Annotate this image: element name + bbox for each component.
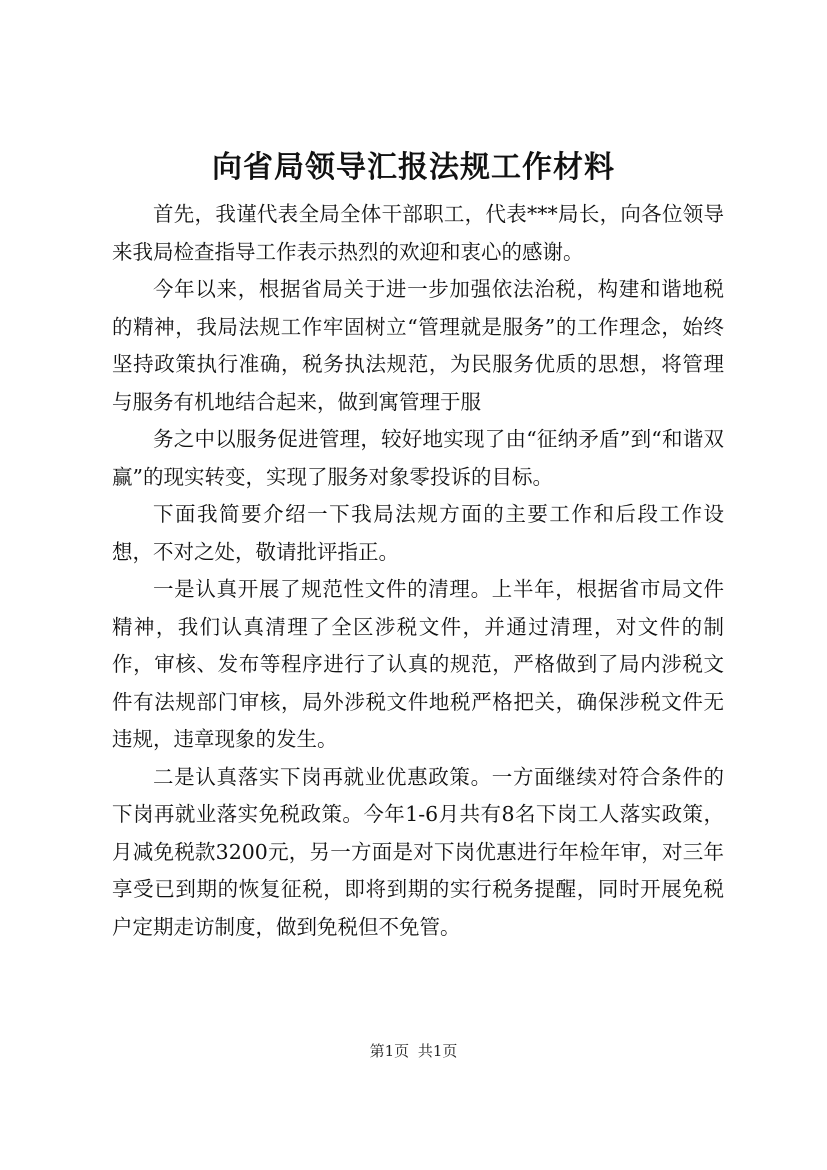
paragraph-reemployment-policy: 二是认真落实下岗再就业优惠政策。一方面继续对符合条件的下岗再就业落实免税政策。今年1-6月共有8名下岗工人落实政策，月减免税款3200元，另一方面是对下岗优惠进行年检年审，对三年享受已到期的恢复征税，即将到期的实行税务提醒，同时开展免税户定期走访制度，做到免税但不免管。 [112,764,724,939]
paragraph-introduction: 下面我简要介绍一下我局法规方面的主要工作和后段工作设想，不对之处，敬请批评指正。 [112,502,724,564]
paragraph-service-results: 务之中以服务促进管理，较好地实现了由“征纳矛盾”到“和谐双赢”的现实转变，实现了服务对象零投诉的目标。 [112,427,724,489]
document-body [112,196,724,946]
paragraph-greeting: 首先，我谨代表全局全体干部职工，代表***局长，向各位领导来我局检查指导工作表示热烈的欢迎和衷心的感谢。 [112,202,724,264]
paragraph-document-cleanup: 一是认真开展了规范性文件的清理。上半年，根据省市局文件精神，我们认真清理了全区涉税文件，并通过清理，对文件的制作，审核、发布等程序进行了认真的规范，严格做到了局内涉税文件有法规部门审核，局外涉税文件地税严格把关，确保涉税文件无违规，违章现象的发生。 [112,577,724,751]
document-title: 向省局领导汇报法规工作材料 [212,150,615,185]
page-number-footer: 第1页 共1页 [369,1042,458,1060]
paragraph-work-philosophy: 今年以来，根据省局关于进一步加强依法治税，构建和谐地税的精神，我局法规工作牢固树立“管理就是服务”的工作理念，始终坚持政策执行准确，税务执法规范，为民服务优质的思想，将管理与服务有机地结合起来，做到寓管理于服 [112,277,724,414]
